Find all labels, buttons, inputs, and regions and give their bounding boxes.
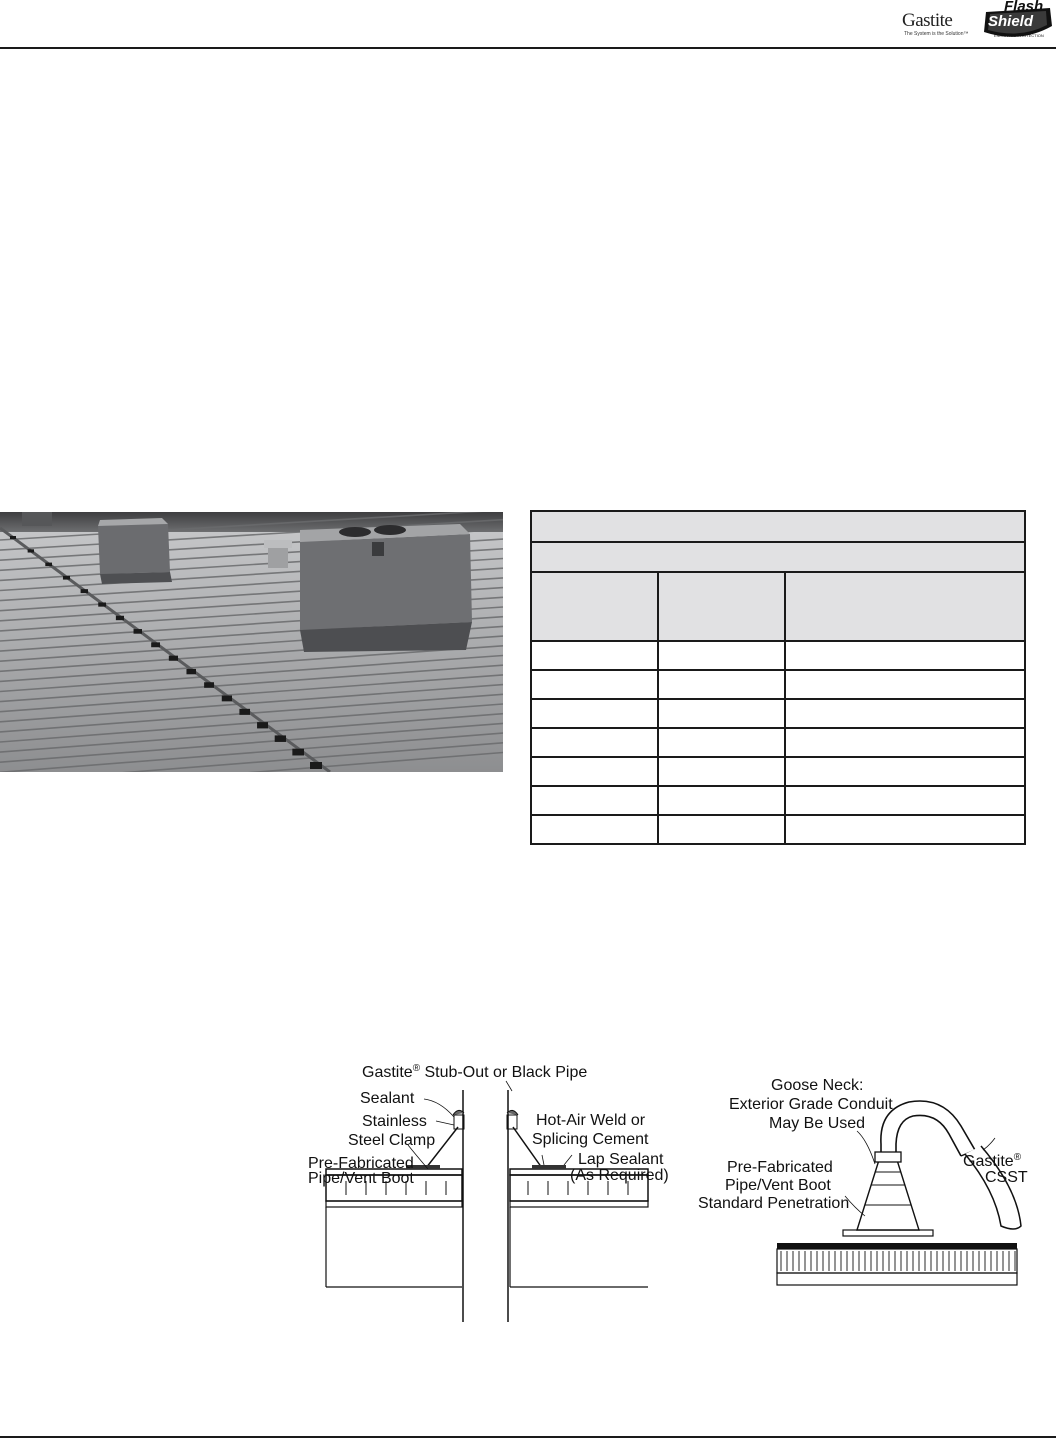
header-rule <box>0 47 1056 49</box>
table-cell <box>531 728 658 757</box>
footer-rule <box>0 1436 1056 1438</box>
table-row <box>531 699 1025 728</box>
boot-label-1: Pre-Fabricated <box>308 1155 414 1172</box>
gastite-logo-text: Gastite <box>902 10 953 31</box>
table-cell <box>531 641 658 670</box>
boot-label-2: Pipe/Vent Boot <box>308 1170 414 1187</box>
pipe-label: Gastite <box>362 1064 413 1081</box>
badge-flash-text: Flash <box>1004 0 1044 15</box>
table-cell <box>658 699 785 728</box>
gastite-tagline: The System is the Solution™ <box>904 31 969 37</box>
table-cell <box>658 786 785 815</box>
goose-label-2: Exterior Grade Conduit <box>729 1096 893 1113</box>
table-cell <box>658 670 785 699</box>
table-row <box>531 670 1025 699</box>
csst-label-1: Gastite <box>963 1153 1014 1170</box>
goose-label-1: Goose Neck: <box>771 1077 864 1094</box>
specification-table <box>530 510 1026 845</box>
table-cell <box>531 815 658 844</box>
table-cell <box>785 670 1025 699</box>
lap-label-2: (As Required) <box>570 1167 669 1184</box>
table-row <box>531 786 1025 815</box>
table-cell <box>785 699 1025 728</box>
pipe-label-rest: Stub-Out or Black Pipe <box>420 1064 588 1081</box>
goose-neck-penetration-diagram <box>695 1070 1045 1310</box>
table-cell <box>531 670 658 699</box>
pipe-boot-penetration-diagram <box>270 1055 690 1325</box>
clamp-label-2: Steel Clamp <box>348 1132 436 1149</box>
table-row <box>531 641 1025 670</box>
table-cell <box>785 815 1025 844</box>
badge-shield-text: Shield <box>988 13 1034 30</box>
table-cell <box>785 641 1025 670</box>
table-row <box>531 728 1025 757</box>
svg-text:Gastite® <box>963 1152 1022 1170</box>
table-row <box>531 815 1025 844</box>
header-logo <box>900 0 1056 44</box>
right-boot-label-3: Standard Penetration <box>698 1195 850 1212</box>
table-cell <box>785 728 1025 757</box>
weld-label-1: Hot-Air Weld or <box>536 1112 646 1129</box>
table-cell <box>531 757 658 786</box>
table-subtitle <box>531 542 1025 572</box>
clamp-label-1: Stainless <box>362 1113 427 1130</box>
table-cell <box>658 728 785 757</box>
weld-label-2: Splicing Cement <box>532 1131 649 1148</box>
table-cell <box>658 815 785 844</box>
table-row <box>531 757 1025 786</box>
table-cell <box>785 786 1025 815</box>
right-boot-label-2: Pipe/Vent Boot <box>725 1177 831 1194</box>
table-cell <box>658 757 785 786</box>
table-cell <box>531 786 658 815</box>
svg-text:Gastite® Stub-Out or Black Pip <box>362 1063 587 1081</box>
rooftop-photo <box>0 512 503 772</box>
table-header-cell <box>658 572 785 641</box>
lap-label-1: Lap Sealant <box>578 1151 664 1168</box>
badge-tagline: ENHANCED PROTECTION <box>994 33 1044 38</box>
right-boot-label-1: Pre-Fabricated <box>727 1159 833 1176</box>
csst-label-2: CSST <box>985 1169 1028 1186</box>
goose-label-3: May Be Used <box>769 1115 866 1132</box>
sealant-label: Sealant <box>360 1090 415 1107</box>
table-cell <box>785 757 1025 786</box>
table-header-cell <box>785 572 1025 641</box>
table-title <box>531 511 1025 542</box>
table-cell <box>531 699 658 728</box>
pipe-label-reg: ® <box>412 1063 421 1074</box>
csst-label-reg: ® <box>1013 1152 1022 1163</box>
table-header-cell <box>531 572 658 641</box>
table-cell <box>658 641 785 670</box>
